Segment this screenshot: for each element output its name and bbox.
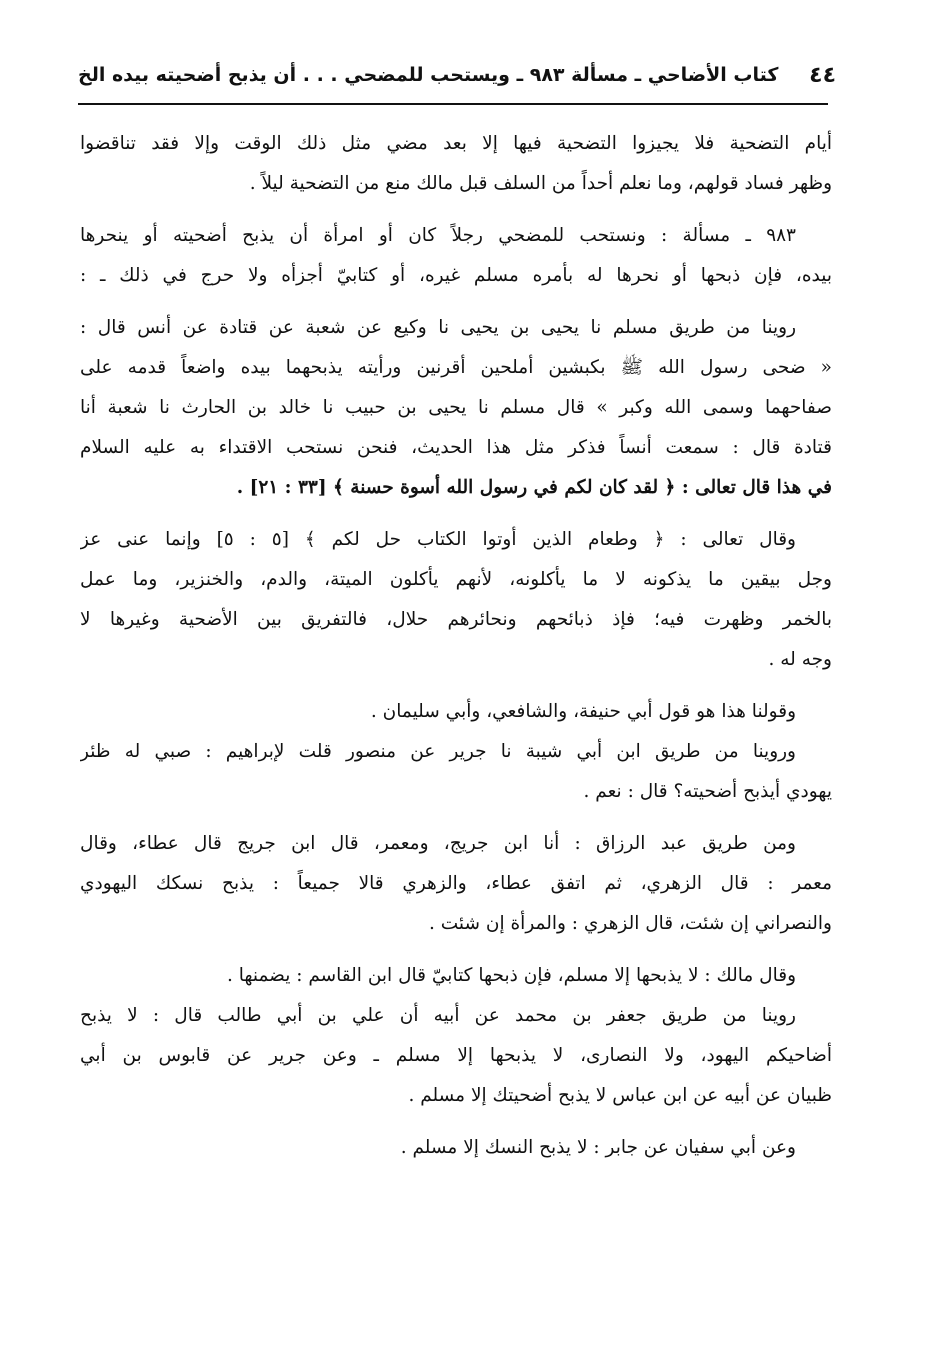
paragraph — [80, 956, 832, 996]
running-header — [78, 52, 836, 98]
text-line: بالخمر وظهرت فيه؛ فإذ ذبائحهم ونحائرهم حلال، فالتفريق بين الأضحية وغيرها لا — [80, 609, 832, 630]
paragraph — [80, 996, 832, 1116]
header-rule — [78, 103, 828, 105]
text-line: ظبيان عن أبيه عن ابن عباس لا يذبح أضحيتك إلا مسلم . — [408, 1085, 832, 1106]
body-text — [80, 124, 832, 1180]
text-line: بيده، فإن ذبحها أو نحرها له بأمره مسلم غيره، أو كتابيّ أجزأه ولا حرج في ذلك ـ : — [80, 265, 832, 286]
paragraph — [80, 1128, 832, 1168]
text-line: في هذا قال تعالى : ﴿ لقد كان لكم في رسول الله أسوة حسنة ﴾ [٣٣ : ٢١] . — [236, 477, 832, 498]
paragraph — [80, 520, 832, 680]
paragraph-masala — [80, 216, 832, 296]
text-line: وعن أبي سفيان عن جابر : لا يذبح النسك إلا مسلم . — [400, 1137, 796, 1158]
text-line: ومن طريق عبد الرزاق : أنا ابن جريج، ومعمر، قال ابن جريج قال عطاء، وقال — [80, 833, 796, 854]
paragraph — [80, 692, 832, 732]
text-line: روينا من طريق مسلم نا يحيى بن يحيى نا وكيع عن شعبة عن قتادة عن أنس قال : — [80, 317, 796, 338]
text-line: « ضحى رسول الله ﷺ بكبشين أملحين أقرنين ورأيته يذبحهما بيده واضعاً قدمه على — [80, 357, 832, 378]
header-title: كتاب الأضاحي ـ مسألة ٩٨٣ ـ ويستحب للمضحي . . . أن يذبح أضحيته بيده الخ — [78, 64, 779, 86]
paragraph — [80, 732, 832, 812]
paragraph — [80, 124, 832, 204]
text-line: وظهر فساد قولهم، وما نعلم أحداً من السلف قبل مالك منع من التضحية ليلاً . — [249, 173, 832, 194]
text-line: وجه له . — [768, 649, 832, 670]
paragraph — [80, 824, 832, 944]
text-line: يهودي أيذبح أضحيته؟ قال : نعم . — [583, 781, 832, 802]
text-line: وجل بيقين ما يذكونه لا ما يأكلونه، لأنهم يأكلون الميتة، والدم، والخنزير، وما عمل — [80, 569, 832, 590]
text-line: والنصراني إن شئت، قال الزهري : والمرأة إن شئت . — [428, 913, 832, 934]
text-line: قتادة قال : سمعت أنساً فذكر مثل هذا الحديث، فنحن نستحب الاقتداء به عليه السلام — [80, 437, 832, 458]
text-line: روينا من طريق جعفر بن محمد عن أبيه أن علي بن أبي طالب قال : لا يذبح — [80, 1005, 796, 1026]
text-line: أضاحيكم اليهود، ولا النصارى، لا يذبحها إلا مسلم ـ وعن جرير عن قابوس بن أبي — [80, 1045, 832, 1066]
text-line: معمر : قال الزهري، ثم اتفق عطاء، والزهري قالا جميعاً : يذبح نسكك اليهودي — [80, 873, 832, 894]
text-line: وقال مالك : لا يذبحها إلا مسلم، فإن ذبحها كتابيّ قال ابن القاسم : يضمنها . — [226, 965, 796, 986]
text-line: وروينا من طريق ابن أبي شيبة نا جرير عن منصور قلت لإبراهيم : صبي له ظئر — [80, 741, 796, 762]
text-line: وقال تعالى : ﴿ وطعام الذين أوتوا الكتاب حل لكم ﴾ [٥ : ٥] وإنما عنى عز — [80, 529, 796, 550]
page-number: ٤٤ — [809, 62, 836, 88]
text-line: صفاحهما وسمى الله وكبر » قال مسلم نا يحيى بن حبيب نا خالد بن الحارث نا شعبة أنا — [80, 397, 832, 418]
paragraph — [80, 308, 832, 508]
text-line: أيام التضحية فلا يجيزوا التضحية فيها إلا بعد مضي مثل ذلك الوقت وإلا فقد تناقضوا — [80, 133, 832, 154]
text-line: ٩٨٣ ـ مسألة : ونستحب للمضحي رجلاً كان أو امرأة أن يذبح أضحيته أو ينحرها — [80, 225, 796, 246]
text-line: وقولنا هذا هو قول أبي حنيفة، والشافعي، وأبي سليمان . — [370, 701, 796, 722]
